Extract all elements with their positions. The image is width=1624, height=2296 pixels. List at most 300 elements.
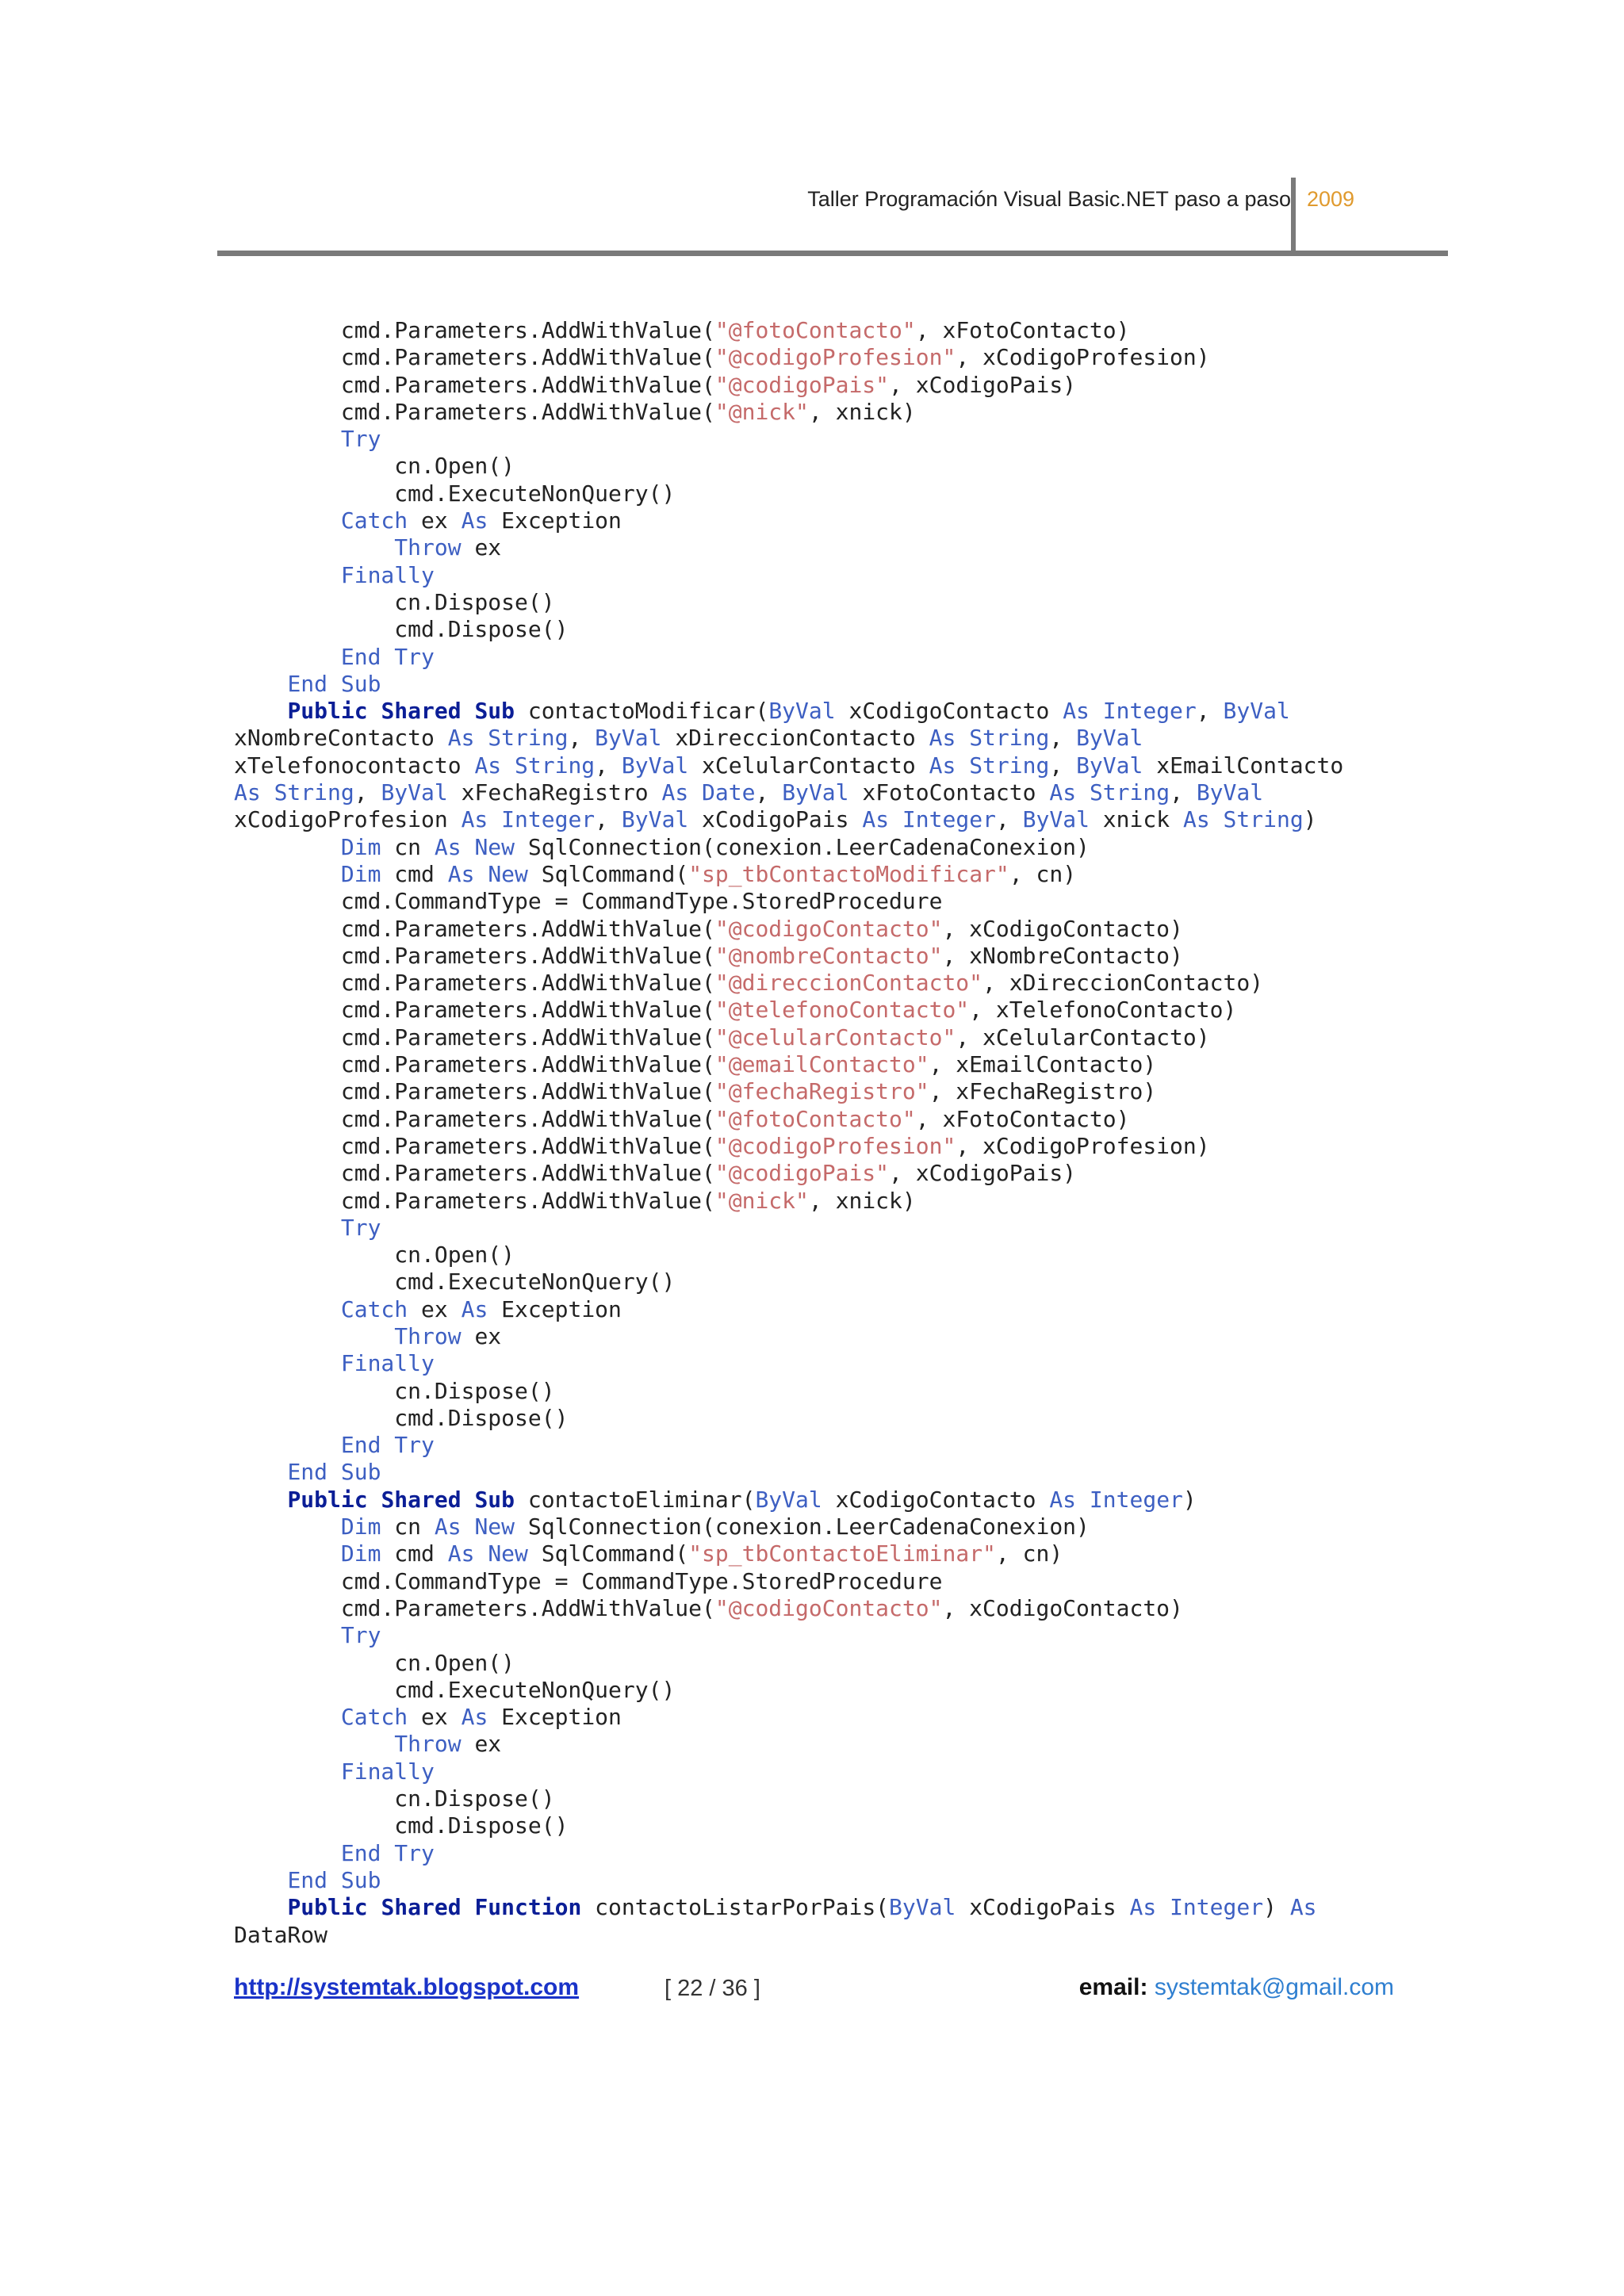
code-keyword: New — [488, 860, 528, 887]
code-text: , xnick) — [808, 1187, 916, 1214]
code-line — [234, 1242, 1343, 1269]
code-string: "@telefonoContacto" — [714, 997, 970, 1024]
code-text: DataRow — [234, 1921, 328, 1948]
code-text: cmd — [381, 1540, 448, 1567]
code-keyword: Integer — [902, 806, 996, 833]
code-line — [234, 698, 1343, 725]
code-text: SqlCommand( — [527, 860, 689, 887]
code-text: cmd.Parameters.AddWithValue( — [234, 1187, 715, 1214]
code-keyword: Date — [702, 779, 756, 806]
code-keyword: Integer — [1170, 1894, 1264, 1921]
code-keyword: End Sub — [287, 670, 381, 697]
code-keyword: String — [969, 752, 1050, 779]
code-text: cmd.ExecuteNonQuery() — [234, 1269, 676, 1295]
code-keyword: As — [461, 806, 488, 833]
code-text — [688, 779, 702, 806]
code-line — [234, 1622, 1343, 1649]
code-keyword: Finally — [340, 1350, 435, 1377]
code-text: contactoEliminar( — [515, 1486, 756, 1513]
code-line — [234, 399, 1343, 426]
code-text: SqlConnection(conexion.LeerCadenaConexion) — [515, 1513, 1090, 1540]
code-line — [234, 752, 1343, 779]
code-text: , xCodigoProfesion) — [956, 344, 1210, 371]
code-line — [234, 507, 1343, 534]
code-line — [234, 317, 1343, 344]
code-string: "@nick" — [714, 1187, 809, 1214]
code-text — [234, 834, 341, 860]
code-line — [234, 1840, 1343, 1867]
code-line — [234, 1595, 1343, 1622]
code-string: "@fechaRegistro" — [714, 1078, 929, 1105]
code-keyword: Dim — [340, 1540, 381, 1567]
code-line — [234, 589, 1343, 616]
code-keyword: As — [1129, 1894, 1157, 1921]
code-text: cn.Open() — [234, 1649, 515, 1676]
code-text: cmd.Parameters.AddWithValue( — [234, 1132, 715, 1159]
code-line — [234, 1432, 1343, 1459]
code-keyword: As — [434, 833, 462, 860]
code-text: , xCodigoPais) — [889, 1160, 1077, 1187]
code-text: cmd.Dispose() — [234, 616, 569, 643]
code-line — [234, 1051, 1343, 1078]
code-text: , xCodigoContacto) — [942, 1594, 1183, 1621]
code-text: cmd.Parameters.AddWithValue( — [234, 1051, 715, 1078]
code-text — [234, 507, 341, 534]
code-line — [234, 1133, 1343, 1160]
code-keyword: Dim — [340, 833, 381, 860]
code-text: , cn) — [995, 1540, 1063, 1567]
code-line — [234, 562, 1343, 589]
code-text: xFechaRegistro — [447, 779, 662, 806]
code-line — [234, 1405, 1343, 1432]
code-text: Exception — [488, 507, 622, 534]
code-text — [501, 752, 515, 779]
code-text — [234, 1704, 341, 1730]
code-text: Exception — [488, 1704, 622, 1731]
code-keyword: As — [1063, 698, 1090, 725]
code-text: cn.Open() — [234, 1242, 515, 1269]
code-keyword: Dim — [340, 860, 381, 887]
code-text: Exception — [488, 1295, 622, 1322]
code-line — [234, 1269, 1343, 1295]
code-keyword: As — [447, 725, 475, 752]
code-text: , — [595, 806, 622, 833]
code-keyword: As — [1049, 1486, 1077, 1513]
code-text: cmd.Parameters.AddWithValue( — [234, 1078, 715, 1105]
code-text: cmd.Parameters.AddWithValue( — [234, 915, 715, 942]
code-keyword: Dim — [340, 1513, 381, 1540]
email-label: email: — [1078, 1974, 1148, 2000]
code-keyword: ByVal — [595, 725, 662, 752]
code-block — [234, 317, 1343, 1949]
code-line — [234, 534, 1343, 561]
code-keyword: String — [969, 725, 1050, 752]
code-text: SqlConnection(conexion.LeerCadenaConexion) — [515, 833, 1090, 860]
code-text: xTelefonocontacto — [234, 752, 475, 779]
code-text: , — [1049, 725, 1077, 752]
code-text — [234, 671, 287, 697]
code-line — [234, 1459, 1343, 1486]
code-line — [234, 779, 1343, 806]
code-keyword: ByVal — [755, 1486, 822, 1513]
code-text: , xFotoContacto) — [915, 317, 1130, 343]
code-text: cmd.CommandType = CommandType.StoredProcedure — [234, 888, 943, 915]
code-string: "@codigoPais" — [714, 1160, 890, 1187]
code-text: xCelularContacto — [688, 752, 929, 779]
code-keyword: ByVal — [782, 779, 849, 806]
code-text: cmd.Parameters.AddWithValue( — [234, 344, 715, 371]
code-line — [234, 916, 1343, 943]
code-text: cmd.Parameters.AddWithValue( — [234, 398, 715, 425]
code-text — [1090, 698, 1103, 724]
code-string: "@direccionContacto" — [714, 970, 983, 997]
code-line — [234, 970, 1343, 997]
code-text: , — [755, 779, 783, 806]
code-text: xCodigoPais — [956, 1894, 1130, 1921]
code-text — [1156, 1894, 1170, 1920]
code-text: cn.Dispose() — [234, 1377, 555, 1404]
code-keyword: Try — [340, 1214, 381, 1241]
code-keyword: String — [1223, 806, 1304, 833]
code-keyword: End Try — [340, 1839, 435, 1866]
code-keyword: Public Shared Function — [287, 1894, 582, 1921]
code-keyword: ByVal — [1076, 752, 1143, 779]
code-keyword: ByVal — [889, 1894, 956, 1921]
code-keyword: ByVal — [621, 752, 689, 779]
code-text — [956, 752, 969, 779]
code-keyword: String — [274, 779, 354, 806]
code-line — [234, 1487, 1343, 1513]
code-line — [234, 453, 1343, 480]
header-rule — [217, 251, 1448, 256]
code-keyword: As — [447, 1540, 475, 1567]
code-text — [234, 1215, 341, 1241]
code-text: ex — [461, 534, 502, 561]
code-text — [474, 861, 488, 887]
code-text — [234, 1867, 287, 1893]
code-keyword: Public Shared Sub — [287, 698, 515, 725]
code-keyword: As — [461, 507, 488, 534]
code-text — [234, 1459, 287, 1485]
code-keyword: End Sub — [287, 1459, 381, 1486]
code-keyword: ByVal — [1076, 725, 1143, 752]
code-keyword: New — [474, 833, 515, 860]
code-text: cmd.Parameters.AddWithValue( — [234, 997, 715, 1024]
code-keyword: ByVal — [1223, 698, 1290, 725]
code-text: ex — [461, 1322, 502, 1349]
code-text — [234, 1323, 394, 1349]
code-text: cmd.ExecuteNonQuery() — [234, 480, 676, 507]
code-text: , xEmailContacto) — [929, 1051, 1157, 1078]
code-text: , — [595, 752, 622, 779]
code-text — [462, 1513, 475, 1540]
code-text: , — [568, 725, 596, 752]
code-text — [234, 861, 341, 887]
code-text: , — [1170, 779, 1197, 806]
code-keyword: As — [434, 1513, 462, 1540]
code-line — [234, 1378, 1343, 1405]
code-line — [234, 1785, 1343, 1812]
code-text: SqlCommand( — [527, 1540, 689, 1567]
code-line — [234, 1160, 1343, 1187]
code-text: cmd.Parameters.AddWithValue( — [234, 1594, 715, 1621]
code-string: "@emailContacto" — [714, 1051, 929, 1078]
code-text: xDireccionContacto — [661, 725, 929, 752]
code-text: cn — [381, 1513, 435, 1540]
code-keyword: As — [234, 779, 261, 806]
code-keyword: Try — [340, 1622, 381, 1649]
code-line — [234, 1894, 1343, 1921]
header-year: 2009 — [1307, 187, 1355, 211]
code-text: contactoListarPorPais( — [581, 1894, 890, 1921]
code-text — [234, 1350, 341, 1376]
code-text — [474, 725, 488, 751]
code-text: cmd — [381, 860, 448, 887]
code-text — [234, 1840, 341, 1866]
code-text: xFotoContacto — [848, 779, 1050, 806]
code-string: "@codigoPais" — [714, 371, 890, 398]
header-divider — [1291, 178, 1296, 254]
code-line — [234, 644, 1343, 671]
code-keyword: String — [1089, 779, 1170, 806]
blog-link[interactable]: http://systemtak.blogspot.com — [234, 1974, 580, 2000]
code-line — [234, 1677, 1343, 1704]
code-string: "@nick" — [714, 398, 809, 425]
code-keyword: Finally — [340, 1758, 435, 1785]
code-text: , — [354, 779, 381, 806]
code-text — [234, 534, 394, 561]
code-string: "@codigoProfesion" — [714, 344, 956, 371]
code-line — [234, 1323, 1343, 1350]
code-text — [234, 1513, 341, 1540]
code-text: , xCodigoPais) — [889, 371, 1077, 398]
code-text: , — [1196, 698, 1224, 725]
code-keyword: As — [447, 860, 475, 887]
code-keyword: As — [461, 1704, 488, 1731]
code-keyword: String — [515, 752, 596, 779]
header-title: Taller Programación Visual Basic.NET paso a paso — [807, 187, 1291, 211]
code-text: cmd.Parameters.AddWithValue( — [234, 1160, 715, 1187]
code-text — [234, 1296, 341, 1322]
code-text: ex — [408, 1704, 462, 1731]
code-keyword: As — [862, 806, 890, 833]
code-text: , xFotoContacto) — [915, 1105, 1130, 1132]
code-text: , cn) — [1009, 860, 1077, 887]
code-keyword: New — [488, 1540, 528, 1567]
code-text — [488, 806, 501, 832]
code-keyword: Finally — [340, 561, 435, 588]
code-text: cn.Dispose() — [234, 1785, 555, 1812]
code-text: cmd.Dispose() — [234, 1812, 569, 1839]
code-string: "@codigoContacto" — [714, 1594, 943, 1621]
code-keyword: As — [661, 779, 689, 806]
code-text: cn.Dispose() — [234, 588, 555, 615]
code-text: , xnick) — [808, 398, 916, 425]
code-line — [234, 1296, 1343, 1323]
code-keyword: As — [461, 1295, 488, 1322]
code-line — [234, 1513, 1343, 1540]
code-text — [234, 1731, 394, 1757]
code-keyword: As — [1049, 779, 1077, 806]
code-keyword: Integer — [1089, 1486, 1183, 1513]
code-text — [1076, 779, 1090, 806]
code-text: xCodigoProfesion — [234, 806, 462, 833]
code-text: xNombreContacto — [234, 725, 448, 752]
code-line — [234, 1215, 1343, 1242]
code-keyword: ByVal — [768, 698, 836, 725]
code-string: "sp_tbContactoEliminar" — [688, 1540, 996, 1567]
code-text: cmd.ExecuteNonQuery() — [234, 1676, 676, 1703]
code-line — [234, 943, 1343, 970]
code-keyword: As — [929, 725, 956, 752]
code-line — [234, 834, 1343, 861]
code-text: cn — [381, 833, 435, 860]
code-line — [234, 861, 1343, 888]
code-text: , xNombreContacto) — [942, 942, 1183, 969]
code-line — [234, 1106, 1343, 1133]
code-line — [234, 1350, 1343, 1377]
code-keyword: Integer — [1102, 698, 1197, 725]
code-text — [234, 1487, 287, 1513]
email-address[interactable]: systemtak@gmail.com — [1154, 1974, 1394, 2000]
code-text: ) — [1263, 1894, 1290, 1921]
code-line — [234, 344, 1343, 371]
code-text: xCodigoPais — [688, 806, 863, 833]
code-text — [234, 426, 341, 452]
code-text: ) — [1182, 1486, 1197, 1513]
code-line — [234, 616, 1343, 643]
code-text: , xFechaRegistro) — [929, 1078, 1157, 1105]
code-keyword: Throw — [394, 1731, 462, 1758]
code-keyword: New — [474, 1513, 515, 1540]
code-text: , xCodigoProfesion) — [956, 1132, 1210, 1159]
code-line — [234, 1650, 1343, 1677]
code-string: "@fotoContacto" — [714, 317, 916, 343]
code-line — [234, 1758, 1343, 1785]
code-keyword: Throw — [394, 1322, 462, 1349]
code-keyword: Try — [340, 426, 381, 453]
code-text: xCodigoContacto — [822, 1486, 1050, 1513]
code-keyword: ByVal — [621, 806, 689, 833]
code-text: , — [995, 806, 1023, 833]
code-keyword: Catch — [340, 1295, 408, 1322]
code-text: cn.Open() — [234, 453, 515, 480]
code-text — [474, 1540, 488, 1567]
code-line — [234, 1812, 1343, 1839]
page-indicator: [ 22 / 36 ] — [665, 1976, 760, 2001]
code-text: ) — [1303, 806, 1317, 833]
code-line — [234, 1188, 1343, 1215]
code-keyword: Catch — [340, 1704, 408, 1731]
code-text: ex — [408, 507, 462, 534]
code-text: cmd.Parameters.AddWithValue( — [234, 970, 715, 997]
code-text — [889, 806, 902, 832]
code-line — [234, 806, 1343, 833]
code-line — [234, 372, 1343, 399]
code-text — [261, 779, 274, 806]
code-keyword: Catch — [340, 507, 408, 534]
code-text — [234, 1894, 287, 1920]
code-keyword: String — [488, 725, 569, 752]
code-text — [956, 725, 969, 751]
code-text — [234, 698, 287, 724]
footer-email — [1079, 1974, 1394, 2001]
code-text: ex — [461, 1731, 502, 1758]
code-keyword: Public Shared Sub — [287, 1486, 515, 1513]
code-text: cmd.Parameters.AddWithValue( — [234, 1105, 715, 1132]
code-string: "@fotoContacto" — [714, 1105, 916, 1132]
code-string: "@codigoContacto" — [714, 915, 943, 942]
code-keyword: Integer — [501, 806, 596, 833]
code-text: cmd.CommandType = CommandType.StoredProcedure — [234, 1567, 943, 1594]
code-text: cmd.Parameters.AddWithValue( — [234, 1024, 715, 1050]
code-keyword: ByVal — [1196, 779, 1264, 806]
code-text: , xTelefonoContacto) — [969, 997, 1237, 1024]
code-keyword: As — [1182, 806, 1210, 833]
code-line — [234, 1704, 1343, 1731]
code-line — [234, 1568, 1343, 1595]
code-line — [234, 1540, 1343, 1567]
code-keyword: As — [474, 752, 502, 779]
code-text — [462, 834, 475, 860]
code-text — [234, 562, 341, 588]
code-text: cmd.Parameters.AddWithValue( — [234, 317, 715, 343]
code-text: , — [1049, 752, 1077, 779]
code-text — [234, 644, 341, 670]
code-text — [234, 1622, 341, 1648]
code-line — [234, 480, 1343, 507]
code-text: , xCelularContacto) — [956, 1024, 1210, 1050]
code-line — [234, 1078, 1343, 1105]
code-string: "@nombreContacto" — [714, 942, 943, 969]
code-text — [234, 1432, 341, 1458]
code-line — [234, 997, 1343, 1024]
code-text — [234, 1540, 341, 1567]
code-line — [234, 1922, 1343, 1949]
code-text: , xCodigoContacto) — [942, 915, 1183, 942]
code-text: cmd.Parameters.AddWithValue( — [234, 942, 715, 969]
code-keyword: As — [929, 752, 956, 779]
code-keyword: As — [1289, 1894, 1317, 1921]
code-text: xEmailContacto — [1143, 752, 1344, 779]
code-keyword: End Try — [340, 1432, 435, 1459]
code-keyword: ByVal — [381, 779, 448, 806]
code-text: xCodigoContacto — [835, 698, 1063, 725]
code-text: , xDireccionContacto) — [982, 970, 1264, 997]
code-text: contactoModificar( — [515, 698, 769, 725]
code-text — [234, 1758, 341, 1785]
code-string: "@celularContacto" — [714, 1024, 956, 1050]
code-string: "sp_tbContactoModificar" — [688, 860, 1009, 887]
code-text — [1210, 806, 1224, 832]
code-line — [234, 888, 1343, 915]
code-keyword: ByVal — [1022, 806, 1090, 833]
code-line — [234, 1024, 1343, 1051]
code-line — [234, 1867, 1343, 1894]
code-text: xnick — [1089, 806, 1183, 833]
code-text — [1076, 1487, 1090, 1513]
code-line — [234, 1731, 1343, 1758]
code-keyword: End Try — [340, 643, 435, 670]
code-line — [234, 671, 1343, 698]
code-line — [234, 426, 1343, 453]
code-text: cmd.Dispose() — [234, 1404, 569, 1431]
code-string: "@codigoProfesion" — [714, 1132, 956, 1159]
code-line — [234, 725, 1343, 752]
code-keyword: Throw — [394, 534, 462, 561]
code-text: cmd.Parameters.AddWithValue( — [234, 371, 715, 398]
code-text: ex — [408, 1295, 462, 1322]
